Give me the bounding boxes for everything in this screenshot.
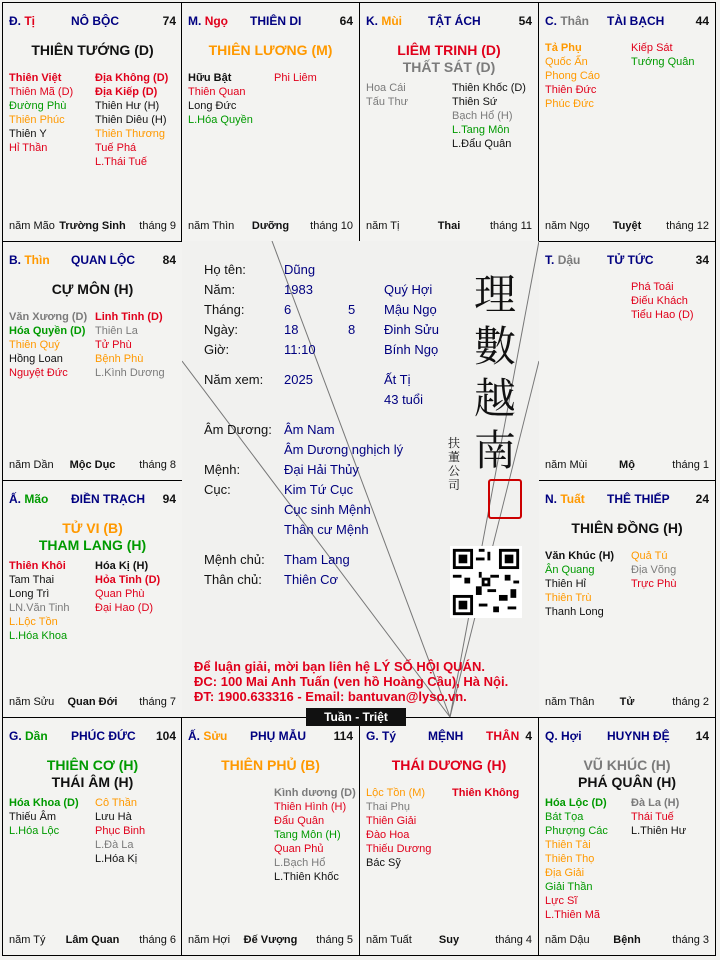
palace-branch: G. Dần — [9, 729, 48, 743]
palace-year: năm Ngọ — [545, 220, 590, 232]
palace-year: năm Thìn — [188, 220, 235, 232]
minor-star: Tuế Phá — [95, 142, 137, 154]
minor-star: Thiên Thương — [95, 128, 166, 140]
palace-stage: Tuyệt — [612, 220, 642, 232]
palace-year: năm Sửu — [9, 696, 55, 708]
palace-name: TẬT ÁCH — [428, 14, 481, 28]
value-nam: 1983 — [284, 282, 313, 297]
minor-star: Thiên Hình (H) — [274, 801, 347, 813]
value-ngay-am: 8 — [348, 322, 356, 337]
minor-stars-left — [366, 786, 431, 870]
minor-star: Thái Tuế — [631, 811, 674, 823]
palace-branch: Ấ. Mão — [9, 492, 49, 506]
palace-name: MỆNH — [428, 729, 464, 743]
minor-star: Hỉ Thần — [9, 142, 48, 154]
minor-star: Kiếp Sát — [631, 42, 673, 54]
palace-number: 44 — [695, 14, 709, 28]
palace-g_ty[interactable] — [359, 717, 539, 956]
main-star: CỰ MÔN (H) — [51, 281, 134, 297]
red-seal-stamp — [488, 479, 522, 519]
palace-footer — [188, 934, 353, 948]
minor-star: L.Hóa Lộc — [9, 825, 60, 837]
palace-a_mao[interactable] — [2, 480, 183, 718]
minor-star: Quả Tú — [631, 550, 668, 562]
palace-stage: Trường Sinh — [59, 220, 126, 232]
main-stars — [3, 42, 182, 59]
main-stars — [182, 42, 359, 59]
minor-star: Địa Kiếp (D) — [95, 86, 158, 98]
palace-branch: Ấ. Sửu — [188, 729, 228, 743]
value-nam-xem: 2025 — [284, 372, 313, 387]
minor-star: LN.Văn Tinh — [9, 602, 70, 614]
value-tuoi: 43 tuổi — [384, 392, 424, 407]
minor-star: Phúc Đức — [545, 98, 594, 110]
minor-star: Văn Xương (D) — [9, 311, 88, 323]
palace-header — [9, 253, 176, 267]
palace-number: 104 — [155, 729, 176, 743]
palace-header — [366, 729, 532, 743]
minor-star: Thiên Thọ — [545, 853, 595, 865]
minor-star: Cô Thần — [95, 797, 137, 809]
minor-star: Lưu Hà — [95, 811, 132, 823]
palace-stage: Tử — [619, 696, 635, 708]
minor-star: Hóa Quyền (D) — [9, 325, 86, 337]
label-thang: Tháng: — [204, 302, 245, 317]
palace-a_suu[interactable] — [181, 717, 360, 956]
palace-stage: Thai — [437, 220, 461, 232]
minor-star: Thiên Diêu (H) — [95, 114, 167, 126]
minor-star: L.Thái Tuế — [95, 156, 147, 168]
palace-year: năm Thân — [545, 696, 595, 708]
palace-number: 64 — [339, 14, 353, 28]
minor-stars-right — [631, 280, 694, 322]
minor-stars-left — [188, 71, 253, 127]
minor-star: L.Thiên Mã — [545, 909, 601, 921]
minor-stars-left — [545, 796, 608, 922]
minor-star: Quan Phủ — [274, 843, 324, 855]
palace-header — [545, 492, 709, 506]
value-cuc-3: Thân cư Mệnh — [284, 522, 369, 537]
minor-star: Thiên Quan — [188, 86, 246, 98]
minor-stars-right — [95, 796, 145, 866]
minor-star: Quan Phù — [95, 588, 145, 600]
minor-star: Địa Võng — [631, 564, 677, 576]
minor-star: Thai Phụ — [366, 801, 411, 813]
seal-text: 扶 董 公 司 — [448, 436, 461, 492]
main-star: THAM LANG (H) — [38, 537, 147, 553]
minor-star: Bác Sỹ — [366, 857, 401, 869]
palace-number: 24 — [695, 492, 709, 506]
palace-header — [9, 492, 176, 506]
palace-number: 84 — [162, 253, 176, 267]
minor-star: Thiên Phúc — [9, 114, 65, 126]
palace-name: PHÚC ĐỨC — [71, 729, 136, 743]
palace-header — [545, 729, 709, 743]
palace-header — [188, 14, 353, 28]
value-am-duong-2: Âm Dương nghịch lý — [284, 442, 404, 457]
palace-header — [9, 14, 176, 28]
palace-dau_ti[interactable] — [2, 2, 183, 242]
minor-stars-left — [545, 549, 614, 619]
main-stars — [182, 757, 359, 774]
minor-star: Phong Cáo — [545, 70, 601, 82]
palace-year: năm Hợi — [188, 934, 231, 946]
minor-star: Điếu Khách — [631, 295, 688, 307]
palace-month: tháng 9 — [139, 220, 176, 232]
palace-number: 54 — [518, 14, 532, 28]
main-stars — [360, 757, 538, 774]
minor-star: L.Đà La — [95, 839, 134, 851]
minor-star: Quốc Ấn — [545, 56, 588, 68]
calligraphy-logo: 理 數 越 南 — [473, 270, 516, 475]
palace-stage: Dưỡng — [251, 220, 290, 232]
minor-star: L.Hóa Khoa — [9, 630, 68, 642]
palace-number: 114 — [333, 729, 353, 743]
palace-name: NÔ BỘC — [71, 14, 119, 28]
main-star: THIÊN ĐỒNG (H) — [571, 520, 683, 536]
contact-block — [194, 659, 508, 704]
palace-number: 34 — [695, 253, 709, 267]
palace-footer — [545, 220, 709, 234]
palace-footer — [545, 459, 709, 473]
palace-footer — [9, 459, 176, 473]
minor-star: Thiếu Âm — [9, 811, 57, 823]
minor-star: Lộc Tồn (M) — [366, 787, 426, 799]
minor-star: Lực Sĩ — [545, 895, 578, 907]
palace-footer — [366, 934, 532, 948]
main-star: THIÊN LƯƠNG (M) — [208, 42, 333, 58]
palace-branch: M. Ngọ — [188, 14, 229, 28]
palace-month: tháng 7 — [139, 696, 176, 708]
minor-star: L.Bạch Hổ — [274, 857, 326, 869]
main-star: THÁI DƯƠNG (H) — [391, 757, 507, 773]
minor-star: Phượng Các — [545, 825, 608, 837]
minor-star: Trực Phù — [631, 578, 677, 590]
label-am-duong: Âm Dương: — [204, 422, 272, 437]
minor-stars-right — [95, 71, 168, 169]
minor-star: Hóa Kị (H) — [95, 560, 149, 572]
value-ho-ten: Dũng — [284, 262, 316, 277]
main-star: THÁI ÂM (H) — [51, 774, 134, 790]
label-ho-ten: Họ tên: — [204, 262, 246, 277]
minor-stars-left — [9, 796, 79, 838]
palace-branch: N. Tuất — [545, 492, 585, 506]
palace-name-2: THÂN — [486, 729, 520, 743]
minor-star: Tả Phụ — [545, 42, 582, 54]
palace-name: HUYNH ĐỆ — [607, 729, 670, 743]
palace-footer — [9, 220, 176, 234]
minor-star: Long Đức — [188, 100, 237, 112]
minor-star: Đẩu Quân — [274, 815, 325, 827]
palace-year: năm Dần — [9, 459, 54, 471]
palace-year: năm Tị — [366, 220, 400, 232]
label-nam-xem: Năm xem: — [204, 372, 264, 387]
minor-star: Hữu Bật — [188, 72, 232, 84]
main-star: THẤT SÁT (D) — [402, 59, 496, 75]
minor-star: L.Thiên Hư — [631, 825, 687, 837]
value-cuc-2: Cục sinh Mệnh — [284, 502, 371, 517]
value-cuc: Kim Tứ Cục — [284, 482, 354, 497]
palace-month: tháng 10 — [310, 220, 353, 232]
value-menh-chu: Tham Lang — [284, 552, 350, 567]
palace-stage: Suy — [438, 934, 460, 946]
minor-star: Long Trì — [9, 588, 50, 600]
palace-number: 4 — [525, 729, 532, 743]
minor-star: Thiên Sứ — [452, 96, 498, 108]
minor-star: Thiên Việt — [9, 72, 62, 84]
value-than-chu: Thiên Cơ — [284, 572, 339, 587]
main-stars — [539, 757, 715, 791]
minor-stars-left — [545, 41, 600, 111]
minor-stars-left — [9, 310, 87, 380]
minor-star: Thiên Không — [452, 787, 520, 799]
palace-month: tháng 8 — [139, 459, 176, 471]
palace-number: 94 — [162, 492, 176, 506]
value-ngay: 18 — [284, 322, 299, 337]
minor-star: Thiên Hư (H) — [95, 100, 160, 112]
palace-name: THIÊN DI — [250, 14, 302, 28]
minor-stars-right — [274, 786, 356, 884]
main-stars — [360, 42, 538, 76]
minor-stars-right — [274, 71, 317, 85]
minor-star: Thiên Khốc (D) — [452, 82, 526, 94]
minor-star: Phá Toái — [631, 281, 674, 293]
minor-star: Thiên Trù — [545, 592, 592, 604]
palace-branch: Đ. Tị — [9, 14, 36, 28]
minor-star: L.Kình Dương — [95, 367, 165, 379]
minor-star: Thiên Quý — [9, 339, 60, 351]
value-gio-can: Bính Ngọ — [384, 342, 439, 357]
palace-footer — [9, 934, 176, 948]
minor-star: Phi Liêm — [274, 72, 317, 84]
value-gio: 11:10 — [284, 342, 316, 357]
palace-q_hoi[interactable] — [538, 717, 716, 956]
minor-star: Hóa Lộc (D) — [545, 797, 607, 809]
minor-star: Ân Quang — [545, 564, 595, 576]
label-cuc: Cục: — [204, 482, 231, 497]
palace-header — [188, 729, 353, 743]
minor-star: Thiếu Dương — [366, 843, 432, 855]
palace-month: tháng 3 — [672, 934, 709, 946]
main-stars — [3, 757, 182, 791]
minor-star: Hoa Cái — [366, 82, 406, 94]
value-nam-can: Quý Hợi — [384, 282, 433, 297]
minor-star: Tướng Quân — [631, 56, 695, 68]
palace-c_than[interactable] — [538, 2, 716, 242]
minor-stars-right — [95, 559, 160, 615]
minor-star: Đào Hoa — [366, 829, 410, 841]
palace-footer — [188, 220, 353, 234]
main-star: THIÊN PHỦ (B) — [221, 757, 320, 773]
palace-month: tháng 1 — [672, 459, 709, 471]
minor-stars-left — [9, 559, 70, 643]
palace-name: PHỤ MẪU — [250, 729, 306, 743]
minor-star: Đường Phù — [9, 100, 67, 112]
minor-star: Bệnh Phù — [95, 353, 144, 365]
minor-star: Thiên Y — [9, 128, 47, 140]
main-stars — [3, 281, 182, 298]
minor-star: Thiên Khôi — [9, 560, 66, 572]
palace-name: ĐIỀN TRẠCH — [71, 492, 145, 506]
minor-stars-right — [631, 549, 676, 591]
palace-month: tháng 2 — [672, 696, 709, 708]
minor-star: Giải Thần — [545, 881, 593, 893]
value-ngay-can: Đinh Sửu — [384, 322, 439, 337]
main-stars — [3, 520, 182, 554]
minor-star: Thiên La — [95, 325, 138, 337]
palace-t_dau[interactable] — [538, 241, 716, 481]
palace-year: năm Tuất — [366, 934, 412, 946]
main-star: LIÊM TRINH (D) — [397, 42, 501, 58]
minor-stars-right — [631, 796, 686, 838]
minor-star: Nguyệt Đức — [9, 367, 68, 379]
palace-footer — [9, 696, 176, 710]
palace-month: tháng 5 — [316, 934, 353, 946]
palace-month: tháng 6 — [139, 934, 176, 946]
palace-header — [366, 14, 532, 28]
palace-stage: Mộ — [619, 459, 635, 471]
palace-year: năm Mão — [9, 220, 55, 232]
value-thang-am: 5 — [348, 302, 356, 317]
palace-year: năm Tý — [9, 934, 46, 946]
palace-footer — [545, 696, 709, 710]
minor-star: Kình dương (D) — [274, 787, 356, 799]
main-star: TỬ VI (B) — [62, 520, 123, 536]
label-nam: Năm: — [204, 282, 236, 297]
palace-stage: Đế Vượng — [243, 934, 298, 946]
minor-star: L.Hóa Kị — [95, 853, 138, 865]
palace-branch: B. Thìn — [9, 253, 50, 267]
palace-month: tháng 12 — [666, 220, 709, 232]
main-star: PHÁ QUÂN (H) — [578, 774, 676, 790]
minor-star: Văn Khúc (H) — [545, 550, 615, 562]
tuan-triet-badge: Tuần - Triệt — [306, 708, 406, 726]
minor-star: Hỏa Tinh (D) — [95, 574, 161, 586]
value-am-duong: Âm Nam — [284, 422, 335, 437]
minor-stars-left — [9, 71, 73, 155]
minor-star: Tang Môn (H) — [274, 829, 341, 841]
minor-stars-right — [631, 41, 695, 69]
palace-name: THÊ THIẾP — [607, 492, 670, 506]
minor-star: Tử Phù — [95, 339, 132, 351]
minor-star: Hóa Khoa (D) — [9, 797, 79, 809]
minor-star: Bát Tọa — [545, 811, 584, 823]
minor-stars-right — [452, 786, 519, 800]
palace-footer — [366, 220, 532, 234]
palace-b_thin[interactable] — [2, 241, 183, 481]
palace-name: TỬ TỨC — [607, 253, 654, 267]
minor-star: L.Hóa Quyền — [188, 114, 253, 126]
palace-stage: Lâm Quan — [65, 934, 120, 946]
label-than-chu: Thân chủ: — [204, 572, 262, 587]
minor-star: Địa Không (D) — [95, 72, 169, 84]
minor-star: Thiên Giải — [366, 815, 417, 827]
palace-footer — [545, 934, 709, 948]
minor-star: Thanh Long — [545, 606, 604, 618]
palace-stage: Mộc Dục — [69, 459, 116, 471]
minor-star: L.Tang Môn — [452, 124, 510, 136]
palace-header — [9, 729, 176, 743]
center-info-panel — [182, 241, 539, 717]
palace-month: tháng 11 — [489, 220, 532, 232]
palace-n_tuat[interactable] — [538, 480, 716, 718]
qr-code-image[interactable] — [450, 546, 522, 618]
minor-star: Đại Hao (D) — [95, 602, 154, 614]
contact-line-1: Để luận giải, mời bạn liên hệ LÝ SỐ HỘI QUÁN. — [194, 659, 485, 674]
palace-number: 14 — [695, 729, 709, 743]
palace-name: QUAN LỘC — [71, 253, 135, 267]
value-menh: Đại Hải Thủy — [284, 462, 359, 477]
minor-star: Phục Binh — [95, 825, 146, 837]
minor-star: Thiên Hỉ — [545, 578, 586, 590]
main-star: THIÊN TƯỚNG (D) — [31, 42, 154, 58]
palace-year: năm Mùi — [545, 459, 588, 471]
minor-star: Hồng Loan — [9, 353, 63, 365]
contact-line-2: ĐC: 100 Mai Anh Tuấn (ven hồ Hoàng Cầu), Hà Nội. — [194, 674, 509, 689]
minor-stars-left — [366, 81, 408, 109]
palace-k_mui[interactable] — [359, 2, 539, 242]
palace-month: tháng 4 — [495, 934, 532, 946]
minor-stars-right — [95, 310, 165, 380]
minor-star: Linh Tinh (D) — [95, 311, 163, 323]
minor-star: L.Thiên Khốc — [274, 871, 339, 883]
minor-star: L.Lộc Tồn — [9, 616, 58, 628]
palace-branch: C. Thân — [545, 14, 590, 28]
palace-header — [545, 14, 709, 28]
palace-branch: Q. Hợi — [545, 729, 582, 743]
value-thang-can: Mậu Ngọ — [384, 302, 437, 317]
minor-star: Địa Giải — [545, 867, 585, 879]
minor-star: L.Đẩu Quân — [452, 138, 512, 150]
palace-g_dan[interactable] — [2, 717, 183, 956]
palace-branch: T. Dậu — [545, 253, 581, 267]
value-nam-xem-can: Ất Tị — [384, 372, 411, 387]
label-menh-chu: Mệnh chủ: — [204, 552, 265, 567]
minor-star: Thiên Đức — [545, 84, 597, 96]
palace-header — [545, 253, 709, 267]
palace-name: TÀI BẠCH — [607, 14, 665, 28]
palace-branch: G. Tý — [366, 729, 397, 743]
minor-star: Bạch Hổ (H) — [452, 110, 513, 122]
label-gio: Giờ: — [204, 342, 230, 357]
palace-stage: Quan Đới — [67, 696, 118, 708]
minor-star: Tấu Thư — [366, 96, 409, 108]
minor-star: Tiểu Hao (D) — [631, 309, 694, 321]
main-stars — [539, 520, 715, 537]
minor-star: Thiên Tài — [545, 839, 591, 851]
palace-number: 74 — [162, 14, 176, 28]
contact-line-3[interactable]: ĐT: 1900.633316 - Email: bantuvan@lyso.vn. — [194, 689, 467, 704]
palace-branch: K. Mùi — [366, 14, 403, 28]
palace-year: năm Dậu — [545, 934, 590, 946]
label-menh: Mệnh: — [204, 462, 241, 477]
palace-m_ngo[interactable] — [181, 2, 360, 242]
label-ngay: Ngày: — [204, 322, 238, 337]
main-star: VŨ KHÚC (H) — [583, 757, 671, 773]
palace-stage: Bệnh — [613, 934, 641, 946]
minor-star: Đà La (H) — [631, 797, 680, 809]
main-star: THIÊN CƠ (H) — [46, 757, 139, 773]
minor-star: Thiên Mã (D) — [9, 86, 74, 98]
minor-star: Tam Thai — [9, 574, 55, 586]
minor-stars-right — [452, 81, 526, 151]
value-thang: 6 — [284, 302, 292, 317]
